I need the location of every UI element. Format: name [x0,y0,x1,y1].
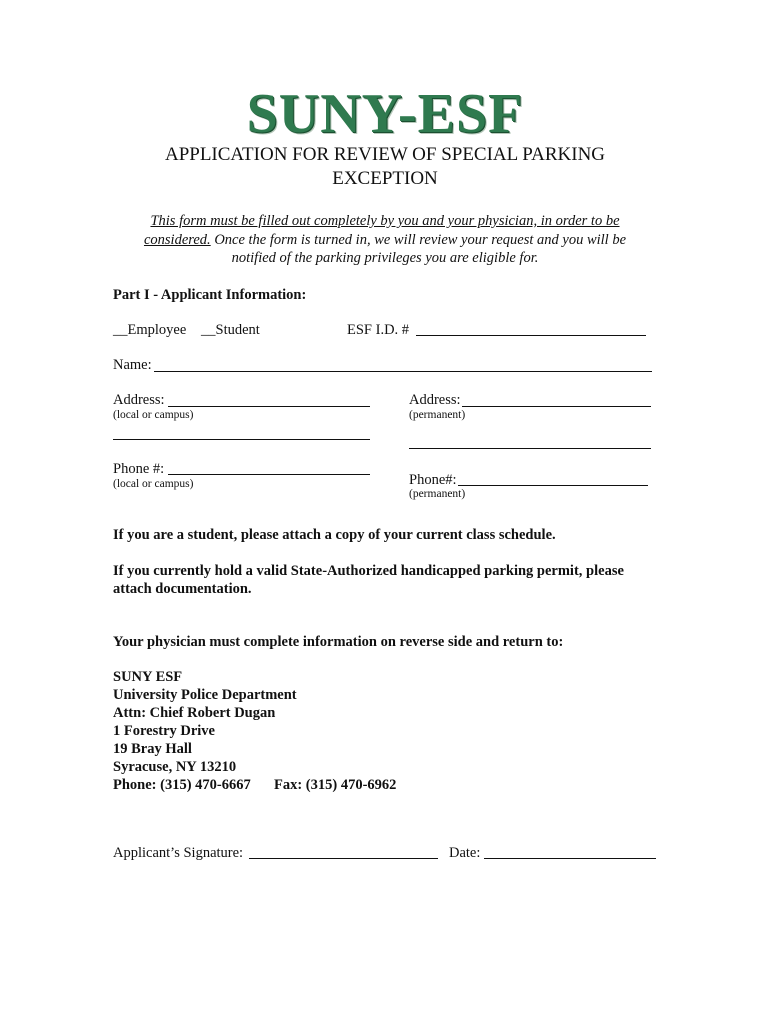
phone-local-note: (local or campus) [113,478,194,490]
student-note: If you are a student, please attach a copy of your current class schedule. [113,527,556,543]
date-field[interactable] [484,858,656,859]
esf-id-field[interactable] [416,335,646,336]
intro-line1 [0,213,770,230]
suny-esf-logo: SUNY-ESF [246,83,524,145]
address-local-field-line2[interactable] [113,439,370,440]
name-label: Name: [113,357,152,373]
intro-rest-2: Once the form is turned in, we will review your request and you will be [210,232,627,248]
address-local-note: (local or campus) [113,409,194,421]
phone-perm-note: (permanent) [409,488,466,500]
intro-underlined-2: considered. [143,232,211,248]
return-address-line1: SUNY ESF [113,669,183,685]
name-field[interactable] [154,371,652,372]
signature-label: Applicant’s Signature: [113,845,244,861]
form-title-line1: APPLICATION FOR REVIEW OF SPECIAL PARKING [164,144,606,165]
return-phone: Phone: (315) 470-6667 [113,777,251,793]
phone-perm-label: Phone#: [409,472,457,488]
intro-line3: notified of the parking privileges you are eligible for. [231,250,539,266]
intro-underlined-1: This form must be filled out completely by you and your physician, in order to be [150,213,620,229]
return-fax: Fax: (315) 470-6962 [274,777,397,793]
return-address-line4: 1 Forestry Drive [113,723,215,739]
employee-option[interactable]: __Employee [113,322,187,338]
phone-local-label: Phone #: [113,461,165,477]
address-local-field[interactable] [168,406,370,407]
permit-note-line2: attach documentation. [113,581,252,597]
phone-local-field[interactable] [168,474,370,475]
return-address-line3: Attn: Chief Robert Dugan [113,705,276,721]
return-address-line6: Syracuse, NY 13210 [113,759,237,775]
return-address-line5: 19 Bray Hall [113,741,192,757]
permit-note-line1: If you currently hold a valid State-Authorized handicapped parking permit, please [113,563,624,579]
date-label: Date: [449,845,481,861]
esf-id-label: ESF I.D. # [347,322,410,338]
address-perm-field-line2[interactable] [409,448,651,449]
signature-field[interactable] [249,858,438,859]
part1-heading: Part I - Applicant Information: [113,287,307,303]
student-option[interactable]: __Student [201,322,260,338]
physician-note: Your physician must complete information on reverse side and return to: [113,634,564,650]
address-perm-label: Address: [409,392,461,408]
return-address-line2: University Police Department [113,687,297,703]
address-local-label: Address: [113,392,165,408]
form-title-line2: EXCEPTION [332,168,438,189]
address-perm-note: (permanent) [409,409,466,421]
address-perm-field[interactable] [462,406,651,407]
intro-line2 [0,232,770,249]
phone-perm-field[interactable] [458,485,648,486]
